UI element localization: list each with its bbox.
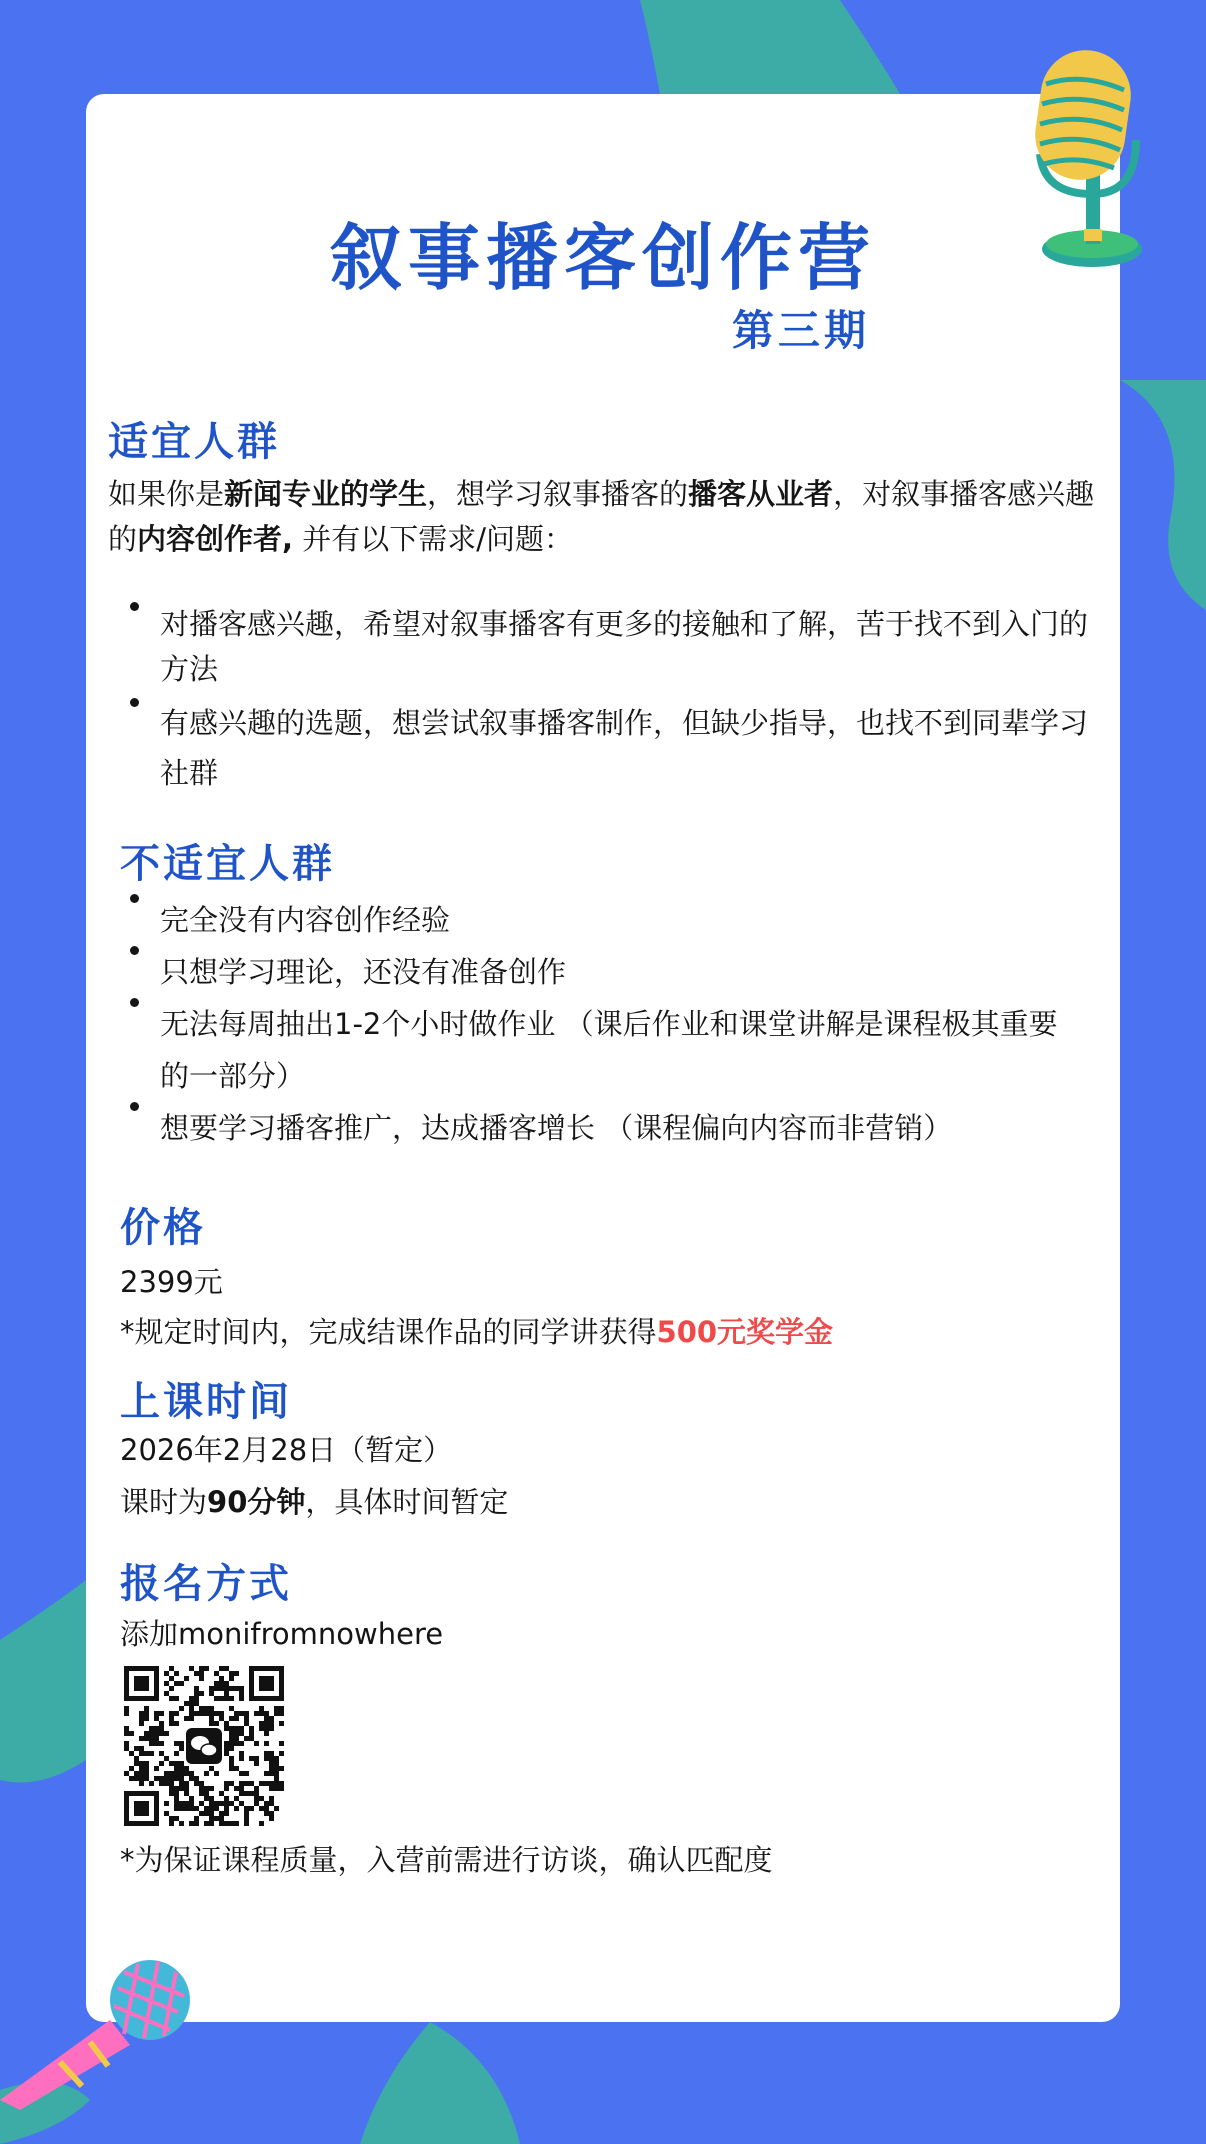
list-item: 有感兴趣的选题，想尝试叙事播客制作，但缺少指导，也找不到同辈学习社群 — [122, 698, 1108, 798]
page-title: 叙事播客创作营 — [329, 215, 876, 300]
wechat-qr-code-icon[interactable] — [124, 1666, 284, 1826]
suitable-list — [122, 602, 1108, 798]
list-item: 想要学习播客推广，达成播客增长 （课程偏向内容而非营销） — [122, 1102, 1062, 1154]
handheld-microphone-icon — [0, 1950, 200, 2110]
list-item: 无法每周抽出1-2个小时做作业 （课后作业和课堂讲解是课程极其重要的一部分） — [122, 998, 1062, 1102]
schedule-duration: 课时为90分钟，具体时间暂定 — [120, 1485, 509, 1519]
scholarship-highlight: 500元奖学金 — [656, 1315, 834, 1349]
suitable-intro: 如果你是新闻专业的学生，想学习叙事播客的播客从业者，对叙事播客感兴趣的内容创作者, 并有以下需求/问题： — [108, 477, 1095, 556]
unsuitable-heading: 不适宜人群 — [120, 840, 335, 887]
signup-contact: 添加monifromnowhere — [120, 1617, 444, 1651]
price-amount: 2399元 — [120, 1265, 223, 1299]
schedule-heading: 上课时间 — [120, 1378, 292, 1425]
interview-note: *为保证课程质量，入营前需进行访谈，确认匹配度 — [120, 1843, 773, 1877]
list-item: 只想学习理论，还没有准备创作 — [122, 946, 1062, 998]
list-item: 对播客感兴趣，希望对叙事播客有更多的接触和了解，苦于找不到入门的方法 — [122, 602, 1108, 692]
price-heading: 价格 — [120, 1204, 206, 1251]
scholarship-note: *规定时间内，完成结课作品的同学讲获得500元奖学金 — [120, 1315, 834, 1349]
list-item: 完全没有内容创作经验 — [122, 894, 1062, 946]
unsuitable-list — [122, 894, 1062, 1154]
suitable-heading: 适宜人群 — [108, 418, 280, 465]
schedule-date: 2026年2月28日（暂定） — [120, 1433, 453, 1467]
page-subtitle: 第三期 — [732, 306, 871, 355]
signup-heading: 报名方式 — [120, 1560, 292, 1607]
